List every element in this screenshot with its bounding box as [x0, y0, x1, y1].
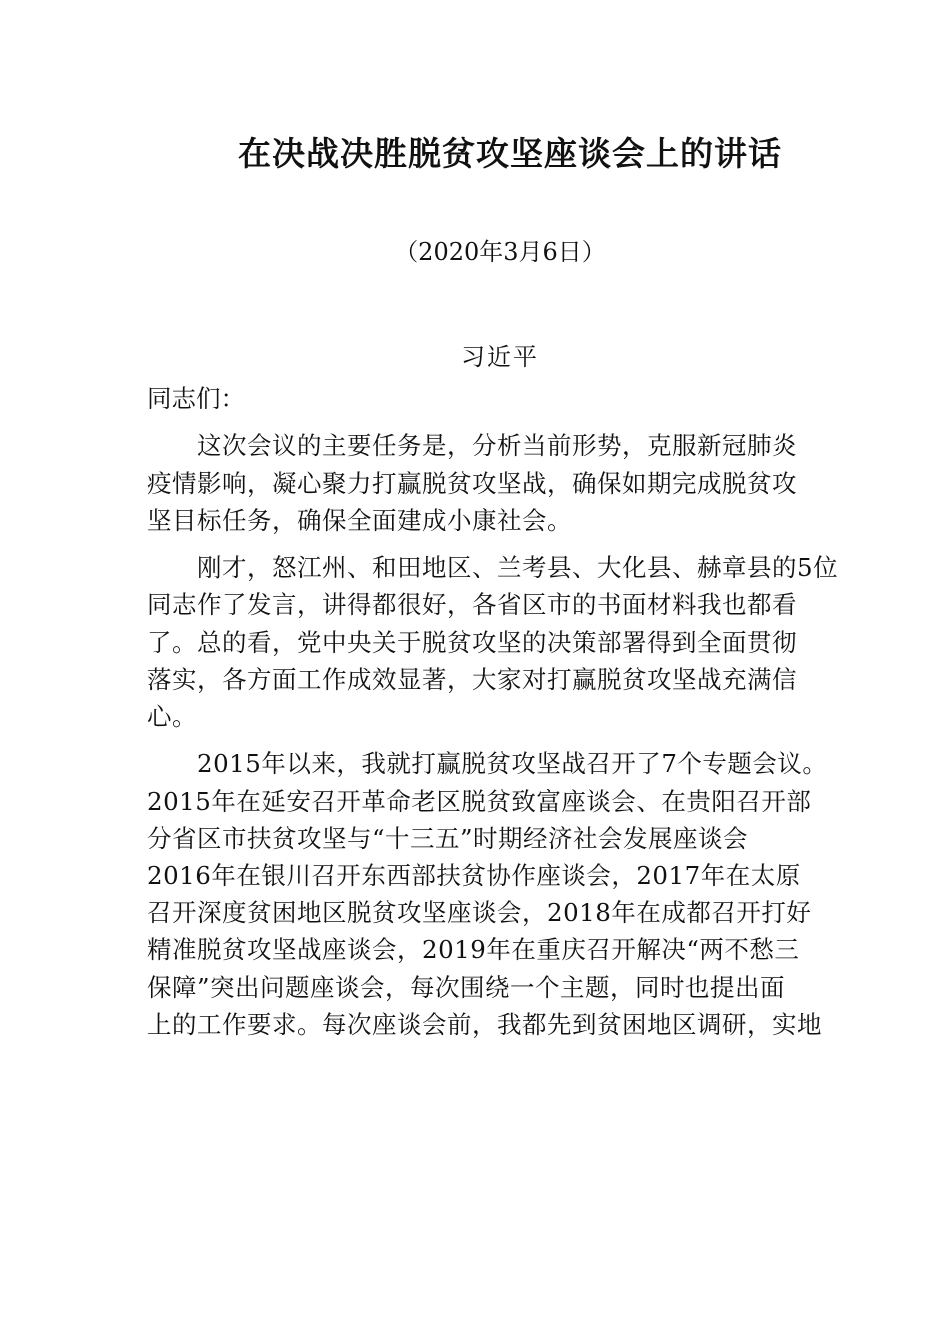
- text-line: 上的工作要求。每次座谈会前，我都先到贫困地区调研，实地: [147, 1009, 822, 1039]
- text-line: 了。总的看，党中央关于脱贫攻坚的决策部署得到全面贯彻: [147, 627, 797, 657]
- text-line: 保障”突出问题座谈会，每次围绕一个主题，同时也提出面: [147, 972, 786, 1002]
- text-line: 精准脱贫攻坚战座谈会，2019年在重庆召开解决“两不愁三: [147, 935, 800, 965]
- text-line: 坚目标任务，确保全面建成小康社会。: [147, 505, 572, 535]
- document-title: 在决战决胜脱贫攻坚座谈会上的讲话: [238, 134, 782, 173]
- document-body: [147, 380, 839, 1043]
- text-line: 召开深度贫困地区脱贫攻坚座谈会，2018年在成都召开打好: [147, 898, 812, 928]
- greeting: 同志们：: [147, 384, 245, 413]
- document-date: （2020年3月6日）: [394, 238, 606, 266]
- text-line: 2015年以来，我就打赢脱贫攻坚战召开了7个专题会议。: [197, 749, 828, 779]
- text-line: 2015年在延安召开革命老区脱贫致富座谈会、在贵阳召开部: [147, 786, 812, 816]
- text-line: 同志作了发言，讲得都很好，各省区市的书面材料我也都看: [147, 590, 797, 620]
- paragraph-3: [147, 745, 828, 1043]
- text-line: 疫情影响，凝心聚力打赢脱贫攻坚战，确保如期完成脱贫攻: [147, 468, 797, 498]
- paragraph-1: [147, 427, 817, 539]
- text-line: 心。: [147, 702, 197, 731]
- paragraph-2: [147, 549, 839, 735]
- document-author: 习近平: [461, 343, 539, 371]
- text-line: 分省区市扶贫攻坚与“十三五”时期经济社会发展座谈会: [147, 823, 749, 853]
- text-line: 这次会议的主要任务是，分析当前形势，克服新冠肺炎: [197, 431, 797, 461]
- text-line: 刚才，怒江州、和田地区、兰考县、大化县、赫章县的5位: [197, 553, 839, 583]
- text-line: 2016年在银川召开东西部扶贫协作座谈会，2017年在太原: [147, 861, 801, 890]
- text-line: 落实，各方面工作成效显著，大家对打赢脱贫攻坚战充满信: [147, 664, 797, 694]
